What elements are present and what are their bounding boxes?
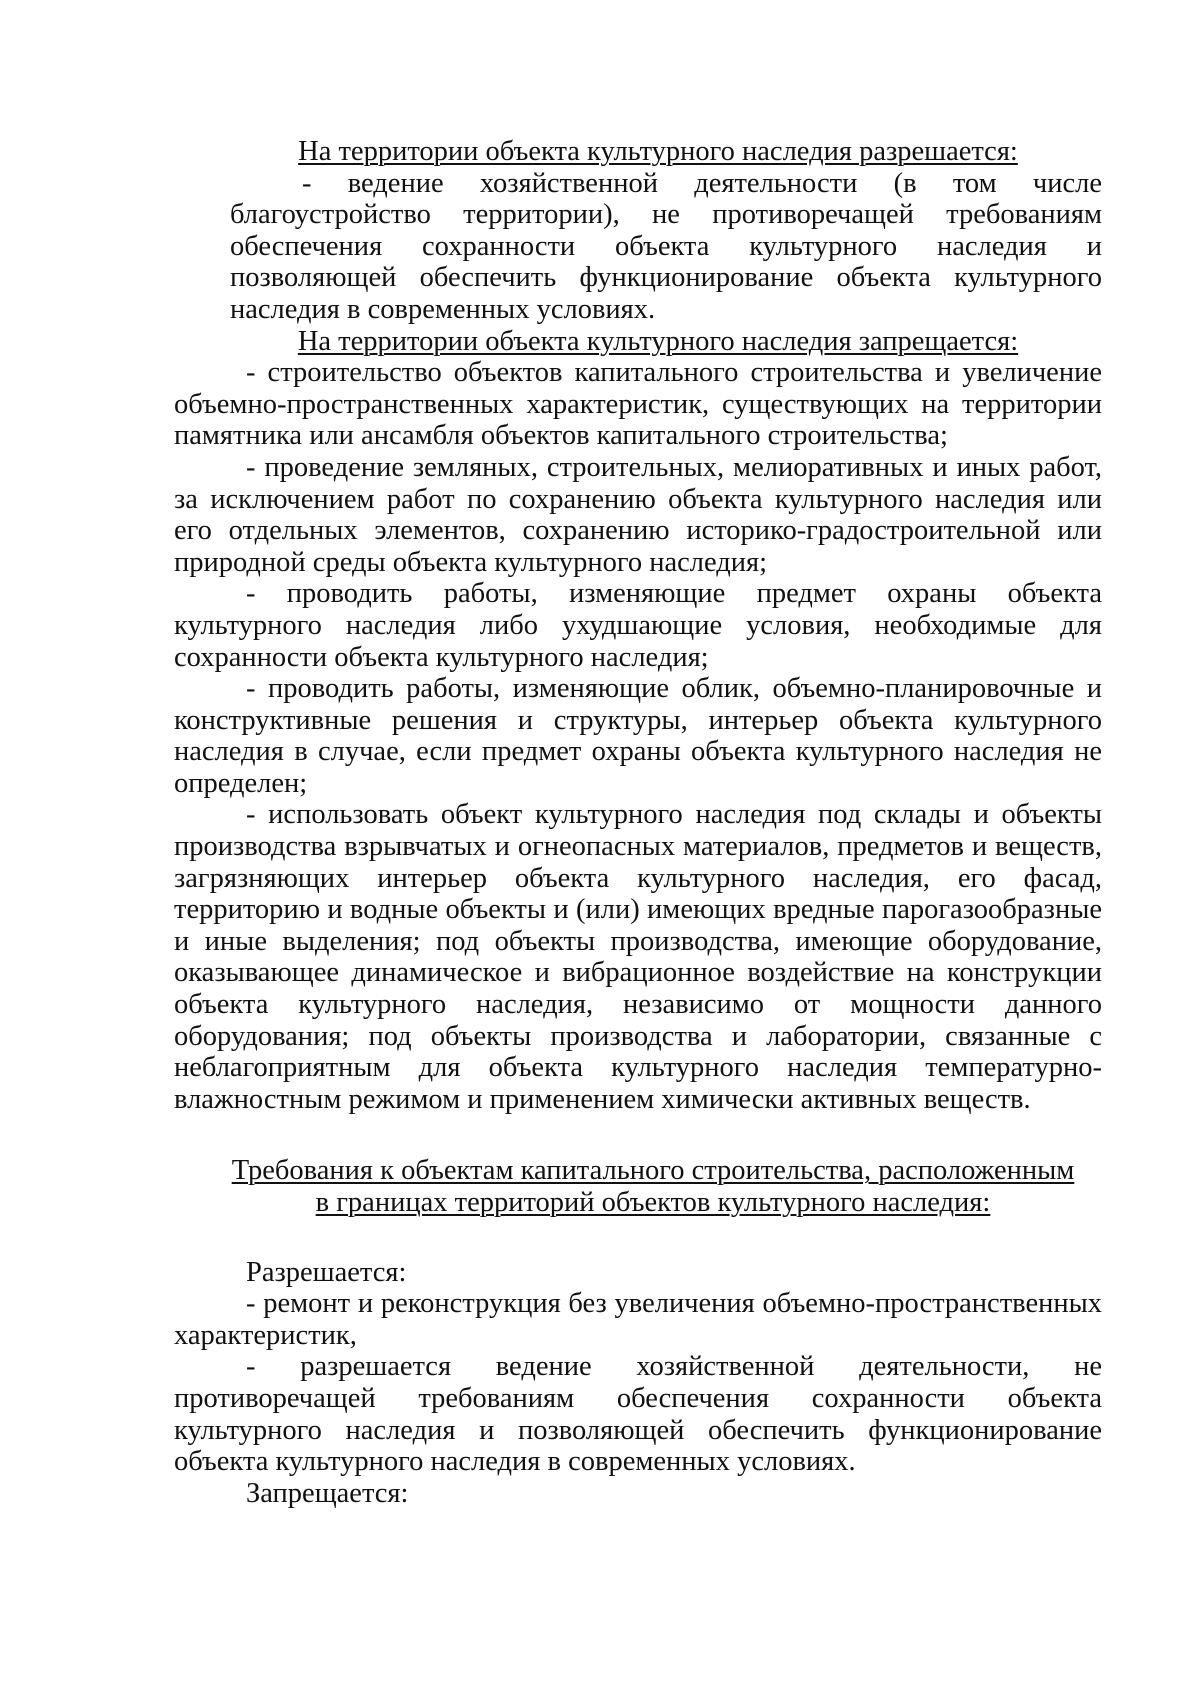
- section-allowed-item: - разрешается ведение хозяйственной деятельности, не противоречащей требованиям обеспечения сохранности объекта культурного наследия и позволяющей обеспечить функционирование объекта культурного наследия в современных условиях.: [174, 1351, 1102, 1478]
- spacer: [174, 1219, 1102, 1257]
- section-heading: [174, 1155, 1102, 1218]
- prohibited-item: - проводить работы, изменяющие облик, объемно-планировочные и конструктивные решения и структуры, интерьер объекта культурного наследия в случае, если предмет охраны объекта культурного наследия не определен;: [174, 673, 1102, 799]
- document-body: [174, 136, 1102, 1509]
- allowed-item: - ведение хозяйственной деятельности (в том числе благоустройство территории), не противоречащей требованиям обеспечения сохранности объекта культурного наследия и позволяющей обеспечить функционирование объекта культурного наследия в современных условиях.: [230, 167, 1102, 325]
- label-prohibited: Запрещается:: [246, 1477, 409, 1509]
- prohibited-item: - проведение земляных, строительных, мелиоративных и иных работ, за исключением работ по сохранению объекта культурного наследия или его отдельных элементов, сохранению историко-градостроительной или природной среды объекта культурного наследия;: [174, 451, 1102, 578]
- section-allowed-item: - ремонт и реконструкция без увеличения объемно-пространственных характеристик,: [174, 1288, 1102, 1351]
- label-allowed: Разрешается:: [246, 1256, 407, 1288]
- prohibited-item: - строительство объектов капитального строительства и увеличение объемно-пространственных характеристик, существующих на территории памятника или ансамбля объектов капитального строительства;: [174, 357, 1102, 452]
- heading-prohibited: На территории объекта культурного наследия запрещается:: [297, 325, 1019, 357]
- prohibited-item: - использовать объект культурного наследия под склады и объекты производства взрывчатых и огнеопасных материалов, предметов и веществ, загрязняющих интерьер объекта культурного наследия, его фасад, территорию и водные объекты и (или) имеющих вредные парогазообразные и иные выделения; под объекты производства, имеющие оборудование, оказывающее динамическое и вибрационное воздействие на конструкции объекта культурного наследия, независимо от мощности данного оборудования; под объекты производства и лаборатории, связанные с неблагоприятным для объекта культурного наследия температурно-влажностным режимом и применением химически активных веществ.: [174, 799, 1102, 1115]
- heading-allowed: На территории объекта культурного наследия разрешается:: [298, 136, 1018, 167]
- section-heading-line: Требования к объектам капитального строительства, расположенным: [231, 1155, 1075, 1187]
- section-heading-line: в границах территорий объектов культурного наследия:: [315, 1187, 991, 1218]
- prohibited-item: - проводить работы, изменяющие предмет охраны объекта культурного наследия либо ухудшающие условия, необходимые для сохранности объекта культурного наследия;: [174, 578, 1102, 673]
